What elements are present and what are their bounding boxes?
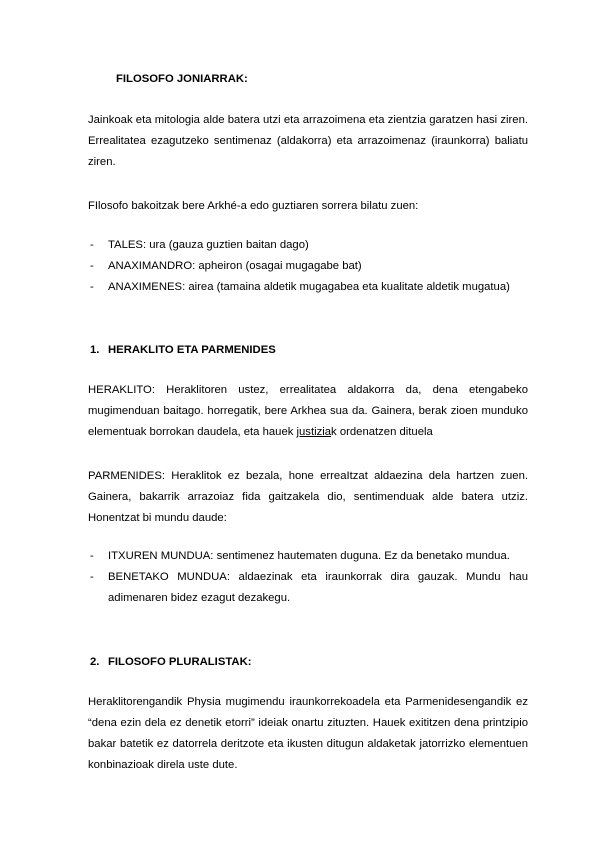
worlds-list (88, 546, 528, 609)
section2-title: FILOSOFO PLURALISTAK: (108, 656, 252, 668)
list-item-benetako-mundua (88, 567, 528, 609)
list-item-text: ANAXIMANDRO: apheiron (osagai mugagabe bat) (108, 260, 362, 272)
list-item-anaximandro (88, 256, 528, 277)
pluralistak-paragraph: Heraklitorengandik Physia mugimendu iraunkorrekoadela eta Parmenidesengandik ez “dena ezin dela ez denetik etorri” ideiak onartu zituzten. Hauek exititzen dena printzipio bakar batetik ez datorrela deritzote eta ikusten ditugun aldaketak jatorrizko elementuen konbinazioak direla uste dute. (88, 696, 528, 771)
intro-paragraph: Jainkoak eta mitologia alde batera utzi eta arrazoimena eta zientzia garatzen hasi ziren. Errealitatea ezagutzeko sentimenaz (aldakorra) eta arrazoimenaz (iraunkorra) baliatu ziren. (88, 114, 528, 168)
section1-heading (90, 340, 276, 361)
list-item-anaximenes (88, 277, 528, 298)
list-item-tales (88, 235, 528, 256)
bullet-dash: - (90, 550, 94, 562)
heraklito-text-end: k ordenatzen dituela (331, 426, 433, 438)
section1-title: HERAKLITO ETA PARMENIDES (108, 344, 276, 356)
philosophers-list (88, 235, 528, 298)
list-item-itxuren-mundua (88, 546, 528, 567)
section1-number: 1. (90, 344, 100, 356)
bullet-dash: - (90, 239, 94, 251)
list-item-text: ANAXIMENES: airea (tamaina aldetik mugagabea eta kualitate aldetik mugatua) (108, 281, 510, 293)
bullet-dash: - (90, 260, 94, 272)
bullet-dash: - (90, 281, 94, 293)
list-item-text: BENETAKO MUNDUA: aldaezinak eta iraunkorrak dira gauzak. Mundu hau adimenaren bidez ezagut dezakegu. (108, 571, 528, 604)
arkhe-paragraph: FIlosofo bakoitzak bere Arkhé-a edo guztiaren sorrera bilatu zuen: (88, 200, 419, 212)
justizia-underlined-word: justizia (296, 426, 332, 438)
section2-number: 2. (90, 656, 100, 668)
section2-heading (90, 652, 252, 673)
document-title: FILOSOFO JONIARRAK: (116, 73, 248, 85)
heraklito-text: HERAKLITO: Heraklitoren ustez, errealitatea aldakorra da, dena etengabeko mugimenduan baitago. horregatik, bere Arkhea sua da. Gainera, berak zioen munduko elementuak borrokan daudela, eta hauek (88, 384, 528, 438)
list-item-text: ITXUREN MUNDUA: sentimenez hautematen duguna. Ez da benetako mundua. (108, 550, 510, 562)
heraklito-paragraph (88, 380, 528, 443)
document-page (88, 0, 528, 848)
parmenides-paragraph: PARMENIDES: Heraklitok ez bezala, hone erreaItzat aldaezina dela hartzen zuen. Gainera, bakarrik arrazoiaz fida gaitzakela dio, sentimenduak alde batera utziz. Honentzat bi mundu daude: (88, 470, 528, 524)
bullet-dash: - (90, 571, 94, 583)
list-item-text: TALES: ura (gauza guztien baitan dago) (108, 239, 309, 251)
